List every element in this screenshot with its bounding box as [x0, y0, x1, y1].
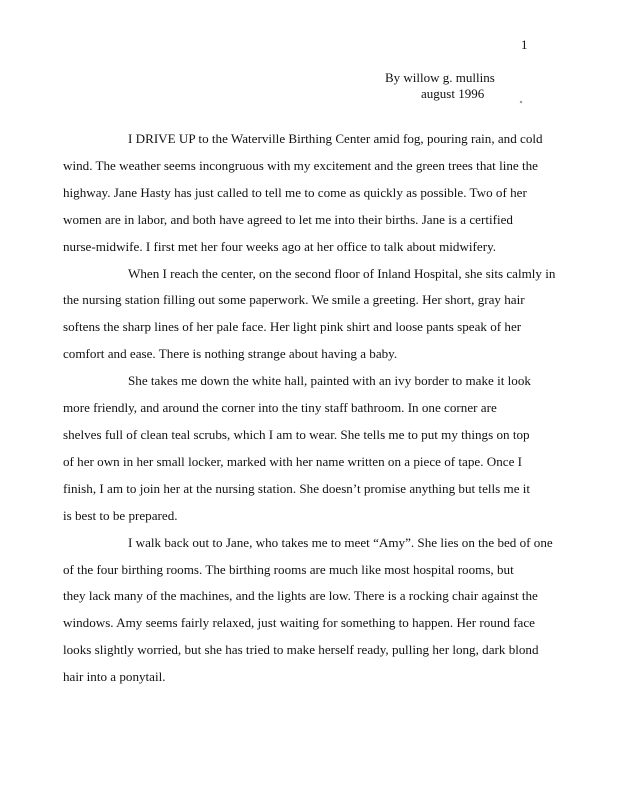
- paragraph-line: looks slightly worried, but she has tried to make herself ready, pulling her long, dark blond: [63, 642, 539, 658]
- paragraph-line: more friendly, and around the corner into the tiny staff bathroom. In one corner are: [63, 400, 497, 416]
- scan-speck: [520, 101, 523, 104]
- paragraph-line: comfort and ease. There is nothing strange about having a baby.: [63, 346, 398, 362]
- paragraph-4: [63, 530, 571, 691]
- paragraph-line: nurse-midwife. I first met her four weeks ago at her office to talk about midwifery.: [63, 238, 497, 254]
- paragraph-1: [63, 126, 571, 261]
- paragraph-line: hair into a ponytail.: [63, 669, 166, 685]
- paragraph-line: windows. Amy seems fairly relaxed, just waiting for something to happen. Her round face: [63, 615, 535, 631]
- paragraph-line: highway. Jane Hasty has just called to tell me to come as quickly as possible. Two of her: [63, 184, 527, 200]
- page-number: 1: [521, 37, 528, 52]
- paragraph-3: [63, 368, 571, 529]
- paragraph-line: She takes me down the white hall, painted with an ivy border to make it look: [128, 373, 531, 389]
- paragraph-line: I DRIVE UP to the Waterville Birthing Center amid fog, pouring rain, and cold: [128, 131, 543, 146]
- paragraph-line: shelves full of clean teal scrubs, which I am to wear. She tells me to put my things on top: [63, 426, 530, 442]
- byline-date: august 1996: [421, 86, 485, 101]
- paragraph-line: the nursing station filling out some paperwork. We smile a greeting. Her short, gray hair: [63, 292, 525, 308]
- paragraph-line: of the four birthing rooms. The birthing rooms are much like most hospital rooms, but: [63, 561, 514, 577]
- byline: [385, 70, 495, 102]
- paragraph-2: [63, 261, 571, 369]
- paragraph-line: they lack many of the machines, and the lights are low. There is a rocking chair against the: [63, 588, 538, 604]
- paragraph-line: When I reach the center, on the second floor of Inland Hospital, she sits calmly in: [128, 265, 556, 281]
- paragraph-line: of her own in her small locker, marked with her name written on a piece of tape. Once I: [63, 453, 523, 469]
- body-text: [63, 126, 571, 691]
- paragraph-line: softens the sharp lines of her pale face. Her light pink shirt and loose pants speak of her: [63, 319, 522, 335]
- paragraph-line: wind. The weather seems incongruous with my excitement and the green trees that line the: [63, 157, 538, 173]
- paragraph-line: I walk back out to Jane, who takes me to meet “Amy”. She lies on the bed of one: [128, 534, 553, 550]
- paragraph-line: women are in labor, and both have agreed to let me into their births. Jane is a certified: [63, 211, 513, 227]
- paragraph-line: finish, I am to join her at the nursing station. She doesn’t promise anything but tells me it: [63, 480, 531, 496]
- byline-author: By willow g. mullins: [385, 70, 495, 85]
- paragraph-line: is best to be prepared.: [63, 507, 178, 523]
